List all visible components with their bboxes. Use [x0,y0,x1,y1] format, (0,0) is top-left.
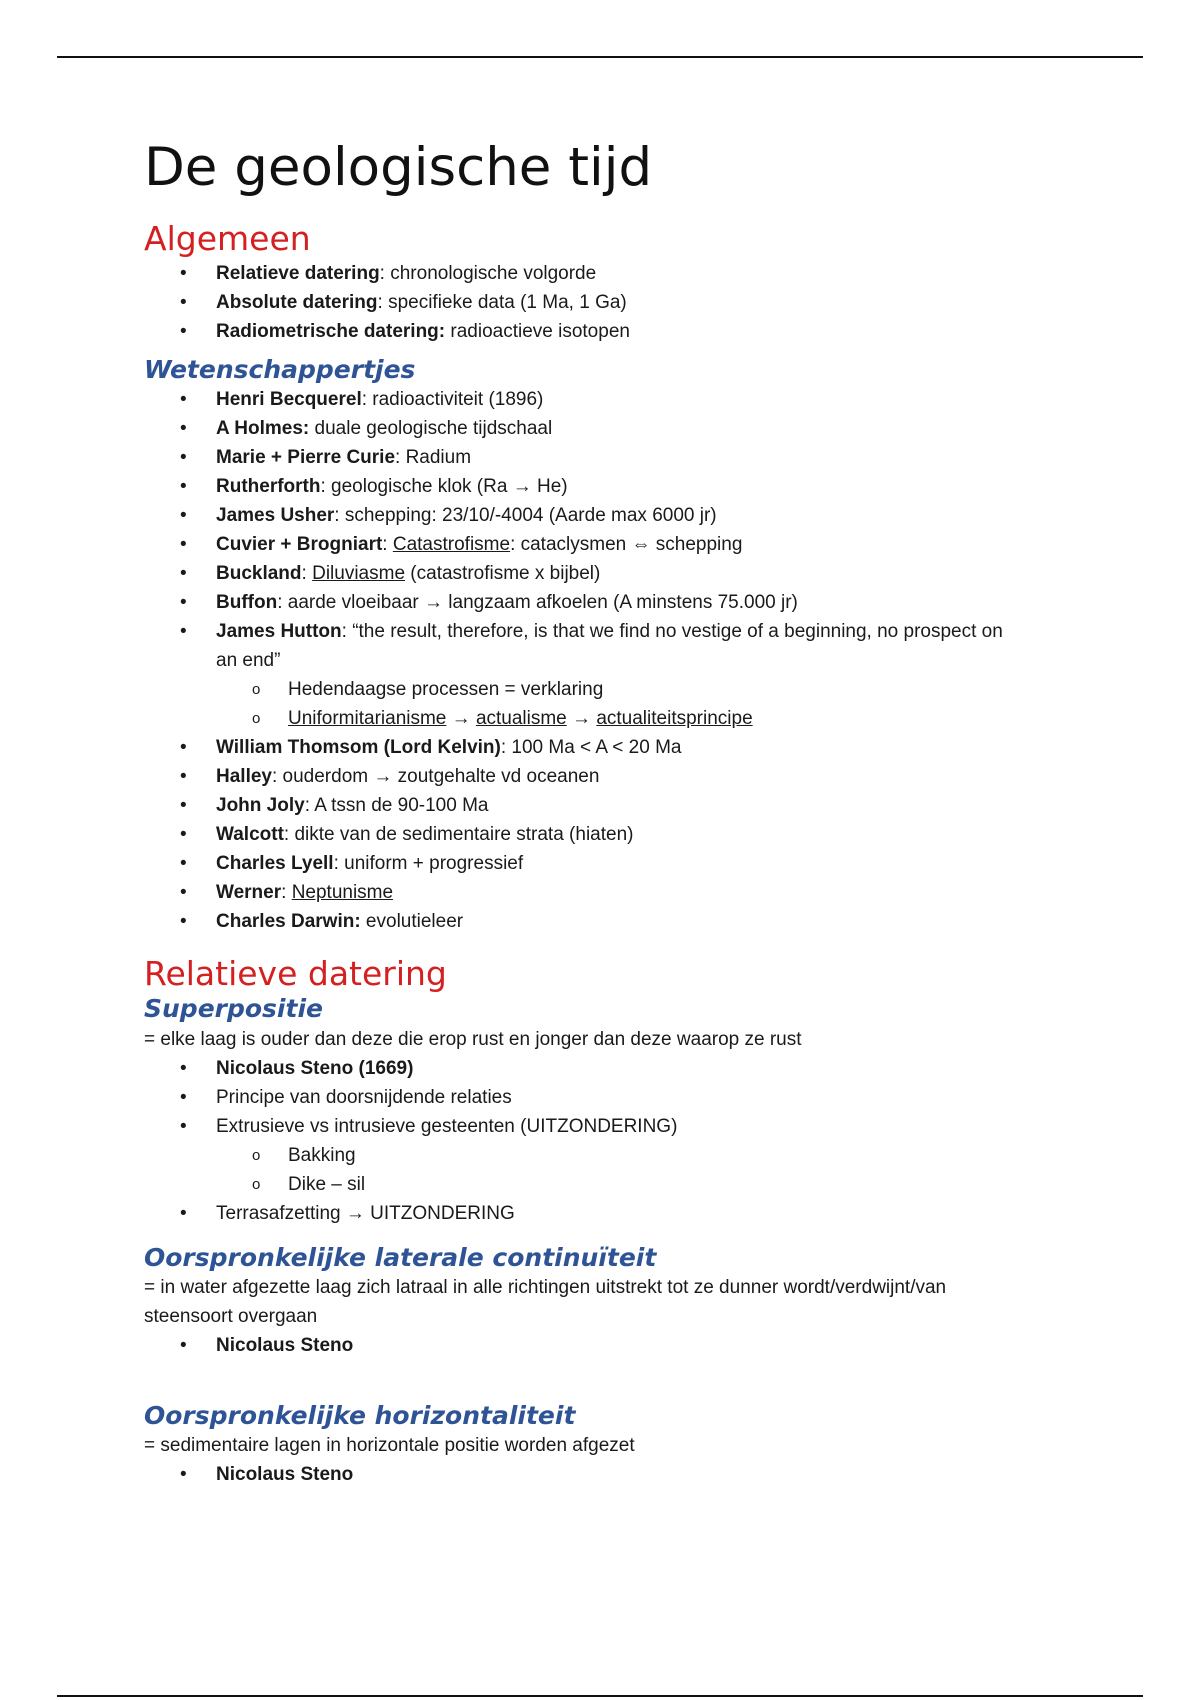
list-item: • Marie + Pierre Curie: Radium [144,443,1064,472]
heading-algemeen: Algemeen [144,218,311,258]
wetenschappers-list [144,385,1064,675]
wetenschappers-list-2 [144,733,1064,936]
hutton-sublist [144,675,1064,733]
sub-list-item: o Bakking [144,1141,1064,1170]
heading-relatieve-datering: Relatieve datering [144,953,447,993]
list-item: • A Holmes: duale geologische tijdschaal [144,414,1064,443]
sub-list-item: o Dike – sil [144,1170,1064,1199]
horizontaal-definition: = sedimentaire lagen in horizontale positie worden afgezet [144,1435,635,1457]
header-rule [57,56,1143,58]
algemeen-list [144,259,1064,346]
list-item: • Principe van doorsnijdende relaties [144,1083,1064,1112]
page-title: De geologische tijd [144,137,653,198]
heading-laterale-continuiteit: Oorspronkelijke laterale continuïteit [144,1242,657,1272]
list-item: • William Thomsom (Lord Kelvin): 100 Ma < A < 20 Ma [144,733,1064,762]
footer-rule [57,1695,1143,1697]
superpositie-list-2 [144,1199,1064,1228]
list-item: • Nicolaus Steno (1669) [144,1054,1064,1083]
list-item: • Walcott: dikte van de sedimentaire strata (hiaten) [144,820,1064,849]
list-item: • Werner: Neptunisme [144,878,1064,907]
list-item: • Cuvier + Brogniart: Catastrofisme: cataclysmen ⇔ schepping [144,530,1064,559]
list-item: • Nicolaus Steno [144,1460,1064,1489]
horizontaal-list [144,1460,1064,1489]
list-item: • Charles Lyell: uniform + progressief [144,849,1064,878]
superpositie-definition: = elke laag is ouder dan deze die erop rust en jonger dan deze waarop ze rust [144,1028,802,1050]
sub-list-item: o Hedendaagse processen = verklaring [144,675,1064,704]
list-item: • Buffon: aarde vloeibaar → langzaam afkoelen (A minstens 75.000 jr) [144,588,1064,617]
heading-horizontaliteit: Oorspronkelijke horizontaliteit [144,1400,576,1430]
lateraal-definition: = in water afgezette laag zich latraal in alle richtingen uitstrekt tot ze dunner wordt/verdwijnt/van steensoort overgaan [144,1276,947,1327]
list-item: • James Usher: schepping: 23/10/-4004 (Aarde max 6000 jr) [144,501,1064,530]
list-item: • Terrasafzetting → UITZONDERING [144,1199,1064,1228]
list-item: • Absolute datering: specifieke data (1 Ma, 1 Ga) [144,288,1064,317]
document-page [144,138,1064,1489]
list-item: • John Joly: A tssn de 90-100 Ma [144,791,1064,820]
list-item: • Henri Becquerel: radioactiviteit (1896) [144,385,1064,414]
list-item: • Halley: ouderdom → zoutgehalte vd oceanen [144,762,1064,791]
sub-list-item: o Uniformitarianisme → actualisme → actualiteitsprincipe [144,704,1064,733]
list-item: • Nicolaus Steno [144,1331,1064,1360]
list-item: • James Hutton: “the result, therefore, is that we find no vestige of a beginning, no prospect on an end” [144,617,1064,675]
lateraal-list [144,1331,1064,1360]
heading-superpositie: Superpositie [144,994,323,1024]
list-item: • Rutherforth: geologische klok (Ra → He) [144,472,1064,501]
superpositie-sublist [144,1141,1064,1199]
list-item: • Extrusieve vs intrusieve gesteenten (UITZONDERING) [144,1112,1064,1141]
superpositie-list [144,1054,1064,1141]
heading-wetenschappertjes: Wetenschappertjes [144,354,416,384]
list-item: • Radiometrische datering: radioactieve isotopen [144,317,1064,346]
list-item: • Buckland: Diluviasme (catastrofisme x bijbel) [144,559,1064,588]
list-item: • Charles Darwin: evolutieleer [144,907,1064,936]
list-item: • Relatieve datering: chronologische volgorde [144,259,1064,288]
